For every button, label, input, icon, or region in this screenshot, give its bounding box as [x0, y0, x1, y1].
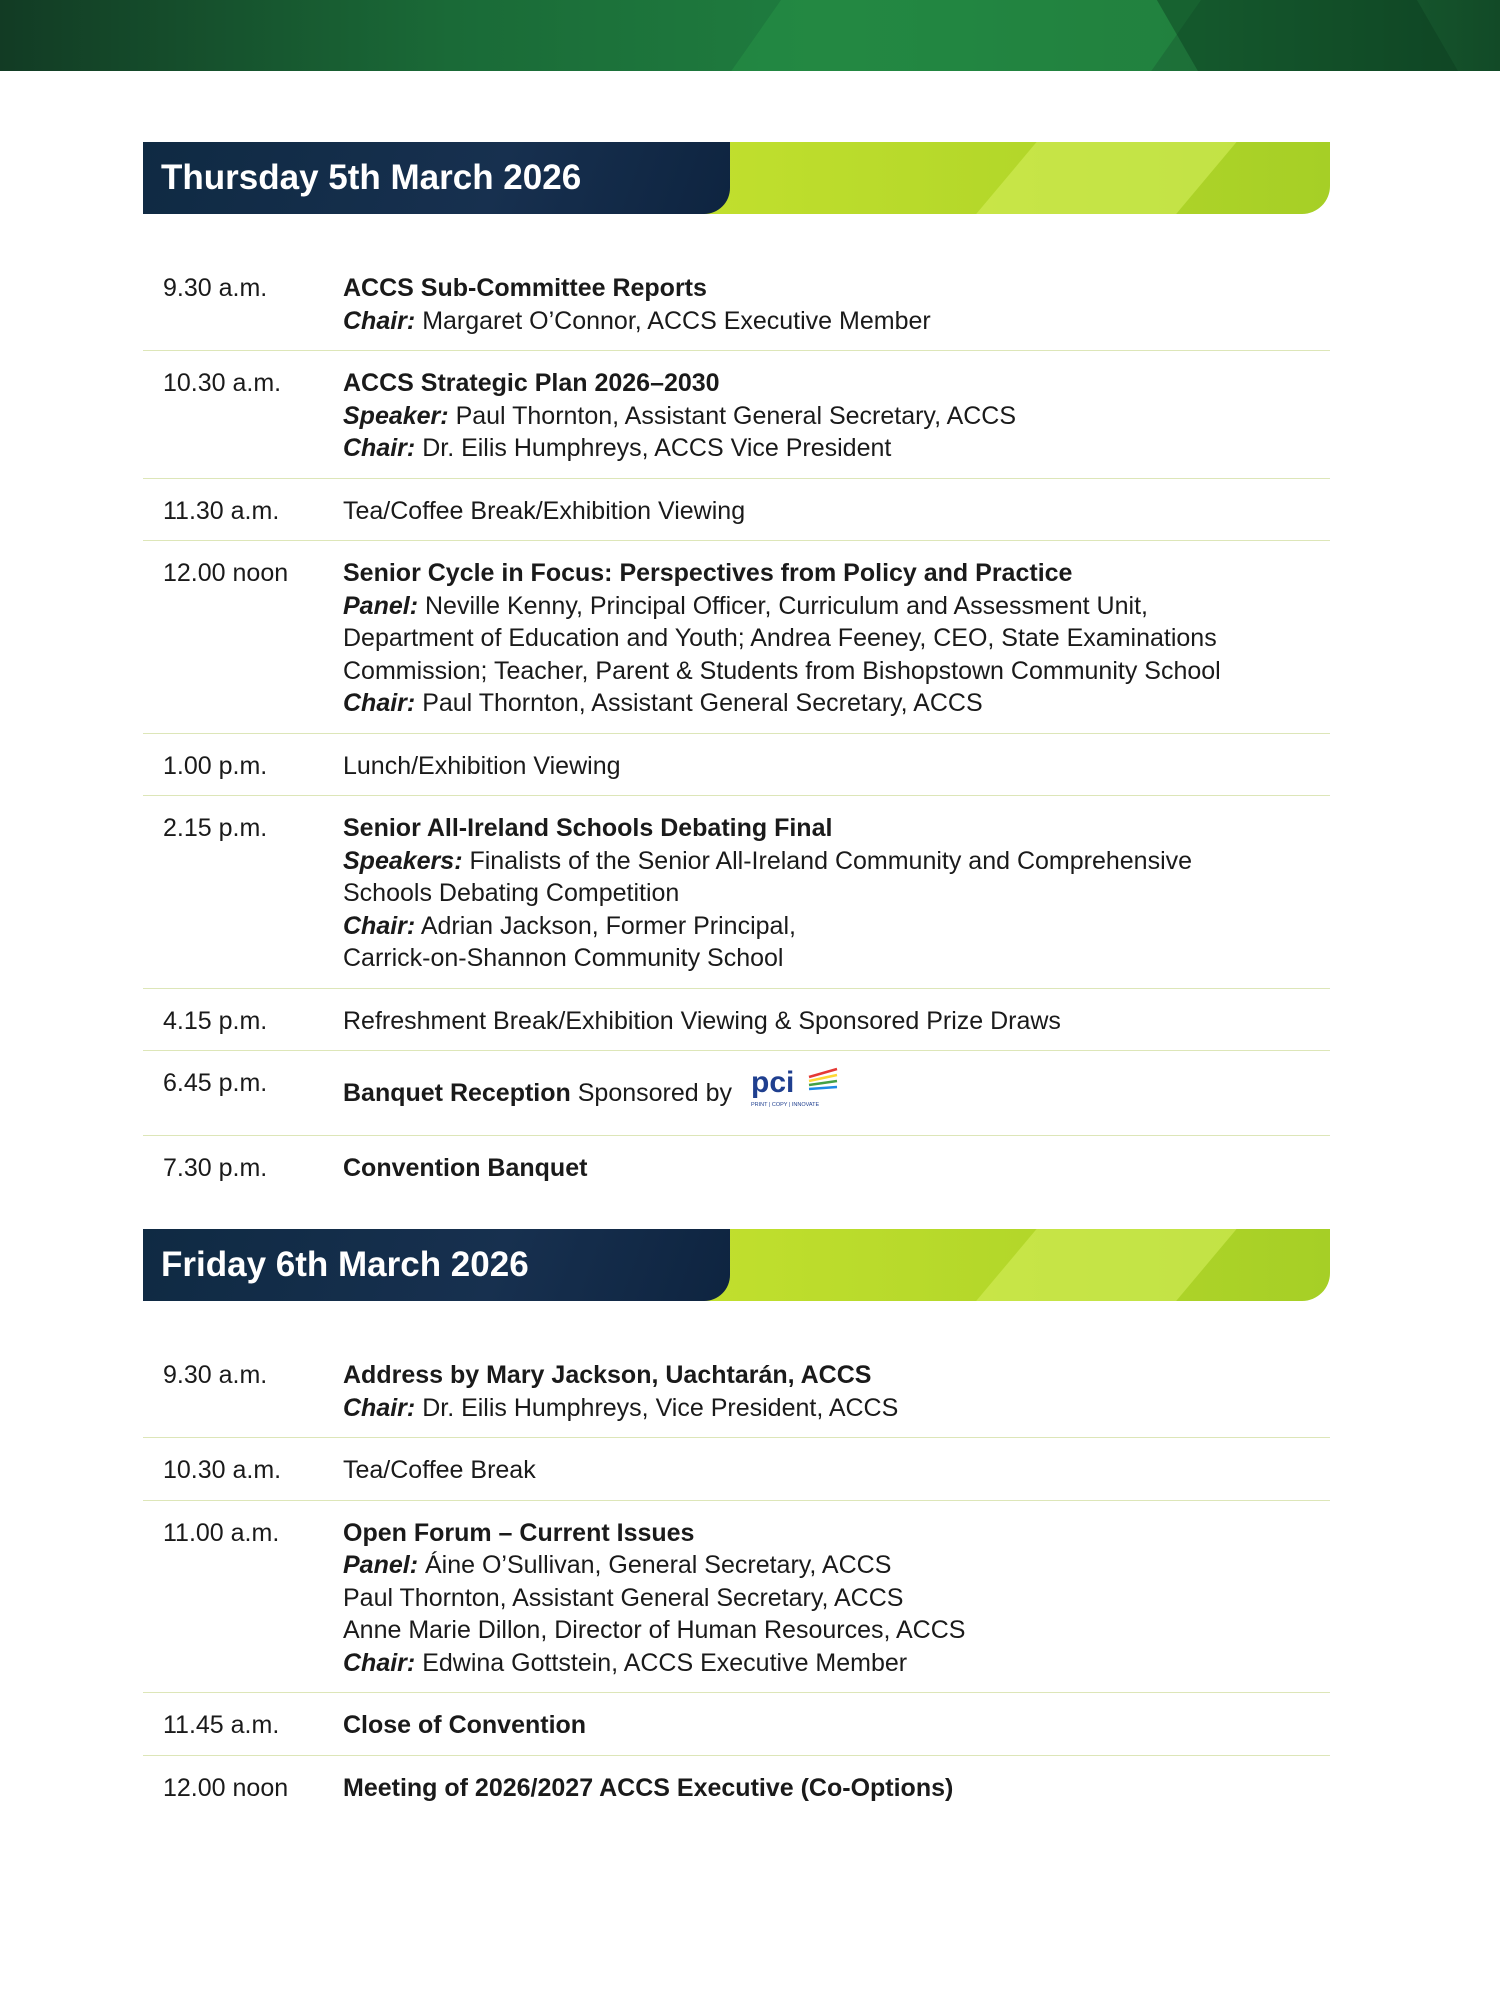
panel-text: Paul Thornton, Assistant General Secretary, ACCS — [343, 1583, 904, 1612]
session-text: Tea/Coffee Break/Exhibition Viewing — [343, 496, 746, 525]
chair-label: Chair: — [343, 911, 416, 940]
speaker-label: Speaker: — [343, 401, 449, 430]
chair-line — [343, 432, 1330, 465]
chair-name: Dr. Eilis Humphreys, Vice President, ACCS — [422, 1393, 899, 1422]
panel-label: Panel: — [343, 1551, 419, 1579]
time: 11.00 a.m. — [163, 1518, 280, 1547]
chair-line — [343, 1647, 1330, 1680]
panel-text: Neville Kenny, Principal Officer, Curriculum and Assessment Unit, — [424, 591, 1148, 620]
session-text: Tea/Coffee Break — [343, 1456, 536, 1484]
chair-name: Adrian Jackson, Former Principal, — [420, 911, 796, 940]
day-title: Friday 6th March 2026 — [161, 1245, 529, 1284]
speakers-line — [343, 845, 1330, 878]
session — [343, 557, 1330, 720]
panel-text: Anne Marie Dillon, Director of Human Resources, ACCS — [343, 1616, 966, 1644]
sponsor-text: Sponsored by — [577, 1078, 733, 1107]
session-title: Senior All-Ireland Schools Debating Final — [343, 814, 833, 842]
chair-line — [343, 910, 1330, 943]
time: 10.30 a.m. — [163, 369, 282, 397]
chair-label: Chair: — [343, 1393, 416, 1422]
time: 11.45 a.m. — [163, 1711, 280, 1739]
chair-name: Dr. Eilis Humphreys, ACCS Vice President — [422, 434, 892, 462]
session-title: Senior Cycle in Focus: Perspectives from Policy and Practice — [343, 559, 1073, 587]
panel-text: Department of Education and Youth; Andrea Feeney, CEO, State Examinations — [343, 624, 1217, 652]
time: 4.15 p.m. — [163, 1006, 268, 1035]
session — [343, 1359, 1330, 1424]
panel-label: Panel: — [343, 591, 419, 620]
panel-line — [343, 590, 1330, 623]
session — [343, 1517, 1330, 1680]
schedule-row — [143, 1343, 1330, 1438]
chair-name: Margaret O’Connor, ACCS Executive Member — [422, 306, 931, 335]
schedule-row — [143, 1756, 1330, 1818]
chair-name: Paul Thornton, Assistant General Secretary, ACCS — [422, 689, 983, 717]
session-title: Banquet Reception — [343, 1078, 571, 1107]
session — [343, 1067, 1330, 1122]
schedule-row — [143, 1693, 1330, 1756]
chair-label: Chair: — [343, 434, 416, 462]
day-header-friday — [143, 1229, 1330, 1301]
chair-label: Chair: — [343, 689, 416, 717]
chair-name: Carrick-on-Shannon Community School — [343, 944, 784, 972]
chair-line — [343, 305, 1330, 338]
schedule-row — [143, 1501, 1330, 1694]
schedule-list — [143, 256, 1330, 1197]
speaker-line — [343, 400, 1330, 433]
time: 12.00 noon — [163, 1773, 289, 1802]
schedule-row — [143, 796, 1330, 989]
speakers-label: Speakers: — [343, 846, 463, 875]
panel-text: Commission; Teacher, Parent & Students from Bishopstown Community School — [343, 656, 1221, 685]
top-decorative-band — [0, 0, 1500, 71]
time: 1.00 p.m. — [163, 751, 268, 780]
speaker-name: Paul Thornton, Assistant General Secretary, ACCS — [455, 401, 1017, 430]
time: 11.30 a.m. — [163, 496, 280, 525]
session-title: Close of Convention — [343, 1711, 587, 1739]
chair-label: Chair: — [343, 306, 416, 335]
chair-line — [343, 687, 1330, 720]
session-title: ACCS Sub-Committee Reports — [343, 274, 707, 302]
schedule-row — [143, 351, 1330, 479]
time: 2.15 p.m. — [163, 814, 268, 842]
schedule-row — [143, 479, 1330, 542]
panel-line — [343, 1549, 1330, 1582]
panel-text: Áine O’Sullivan, General Secretary, ACCS — [424, 1551, 892, 1579]
session-text: Refreshment Break/Exhibition Viewing & Sponsored Prize Draws — [343, 1006, 1061, 1035]
time: 6.45 p.m. — [163, 1069, 268, 1097]
chair-label: Chair: — [343, 1648, 416, 1677]
pci-logo-icon — [749, 1064, 845, 1110]
session — [343, 812, 1330, 975]
session-text: Lunch/Exhibition Viewing — [343, 751, 621, 780]
logo-tagline: PRINT | COPY | INNOVATE — [750, 1102, 820, 1108]
day-title: Thursday 5th March 2026 — [161, 158, 582, 197]
session-title: Convention Banquet — [343, 1153, 588, 1182]
schedule-row — [143, 541, 1330, 734]
day-section-friday — [143, 1229, 1330, 1817]
time: 9.30 a.m. — [163, 1361, 268, 1389]
speakers-text: Finalists of the Senior All-Ireland Community and Comprehensive — [469, 846, 1193, 875]
pci-logo — [749, 1064, 845, 1119]
time: 10.30 a.m. — [163, 1456, 282, 1484]
time: 7.30 p.m. — [163, 1153, 268, 1182]
logo-text: pci — [750, 1066, 795, 1099]
time: 9.30 a.m. — [163, 274, 268, 302]
session — [343, 272, 1330, 337]
time: 12.00 noon — [163, 559, 289, 587]
session-title: ACCS Strategic Plan 2026–2030 — [343, 369, 720, 397]
schedule-row — [143, 734, 1330, 797]
session-title: Open Forum – Current Issues — [343, 1518, 695, 1547]
schedule-row — [143, 1051, 1330, 1136]
session-title: Address by Mary Jackson, Uachtarán, ACCS — [343, 1361, 872, 1389]
chair-name: Edwina Gottstein, ACCS Executive Member — [422, 1648, 908, 1677]
schedule-row — [143, 1136, 1330, 1198]
speakers-text: Schools Debating Competition — [343, 879, 680, 907]
session — [343, 367, 1330, 465]
schedule-row — [143, 989, 1330, 1052]
schedule-row — [143, 1438, 1330, 1501]
schedule-list — [143, 1343, 1330, 1817]
day-section-thursday — [143, 142, 1330, 1197]
chair-line — [343, 1392, 1330, 1425]
session-title: Meeting of 2026/2027 ACCS Executive (Co-Options) — [343, 1773, 954, 1802]
schedule-row — [143, 256, 1330, 351]
day-header-thursday — [143, 142, 1330, 214]
